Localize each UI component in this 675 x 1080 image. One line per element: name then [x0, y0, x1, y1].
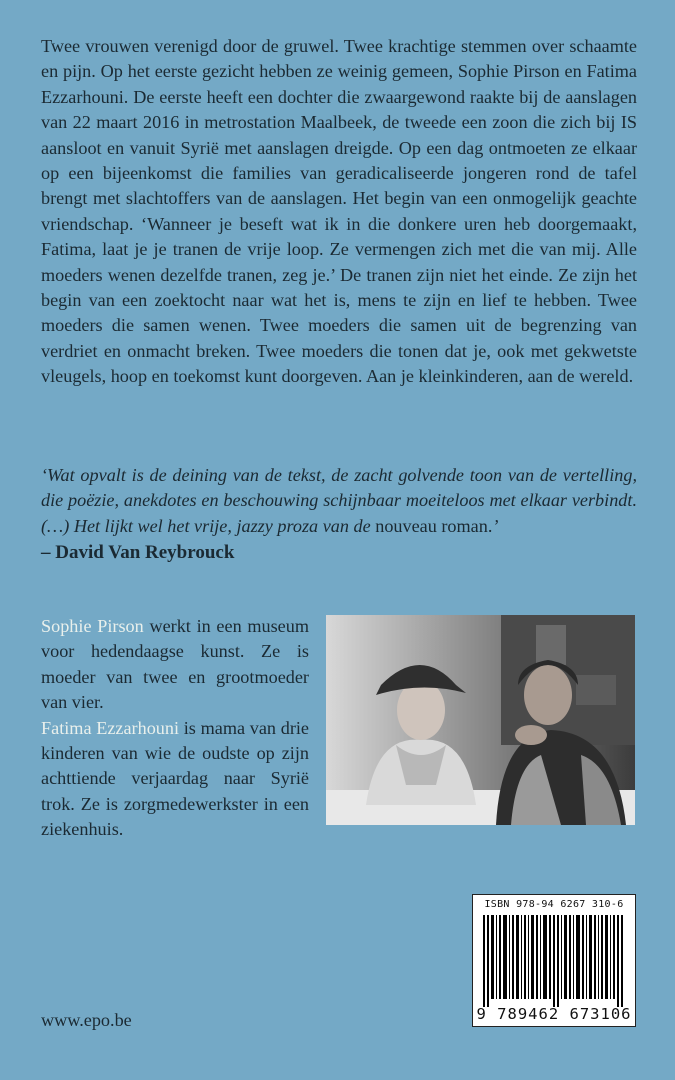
- quote-author: – David Van Reybrouck: [41, 542, 235, 564]
- isbn-digits: 9 789462 673106: [476, 1005, 632, 1023]
- review-quote: [41, 463, 637, 566]
- bio-text-sophie: werkt in een museum voor hedendaagse kunst. Ze is moeder van twee en grootmoeder van vier.: [41, 616, 309, 713]
- bio-text-fatima: is mama van drie kinderen van wie de oudste op zijn achttiende verjaardag naar Syrië trok. Ze is zorgmedewerkster in een ziekenhuis.: [41, 717, 310, 840]
- barcode-bars: [481, 915, 629, 1007]
- author-bios: [41, 614, 309, 843]
- publisher-website: www.epo.be: [41, 1010, 132, 1030]
- author-name-sophie: Sophie Pirson: [41, 616, 144, 636]
- blurb-text: Twee vrouwen verenigd door de gruwel. Twee krachtige stemmen over schaamte en pijn. Op het eerste gezicht hebben ze weinig gemeen, Sophie Pirson en Fatima Ezzarhouni. De eerste heeft een dochter die zwaargewond raakte bij de aanslagen van 22 maart 2016 in metrostation Maalbeek, de tweede een zoon die zich bij IS aansloot en vanuit Syrië met aanslagen dreigde. Op een dag ontmoeten ze elkaar op een bijeenkomst die families van geradicaliseerde jongeren rond de tafel brengt met slachtoffers van de aanslagen. Het begin van een onmogelijk geachte vriendschap. ‘Wanneer je beseft wat ik in die donkere uren heb doorgemaakt, Fatima, laat je je tranen de vrije loop. Ze vermengen zich met die van mij. Alle moeders wenen dezelfde tranen, zeg je.’ De tranen zijn niet het einde. Ze zijn het begin van een zoektocht naar wat het is, mens te zijn en lief te hebben. Twee moeders die samen wenen. Twee moeders die samen uit de begrenzing van verdriet en onmacht breken. Twee moeders die tonen dat je, ook met gekwetste vleugels, hoop en toekomst kunt doorgeven. Aan je kleinkinderen, aan de wereld.: [41, 36, 637, 387]
- quote-italic-text: ‘Wat opvalt is de deining van de tekst, de zacht golvende toon van de vertelling, die poëzie, anekdotes en beschouwing schijnbaar moeiteloos met elkaar verbindt. (…) Het lijkt wel het vrije, jazzy proza van de: [41, 465, 637, 536]
- isbn-barcode: [472, 894, 636, 1027]
- authors-photo: [326, 615, 635, 825]
- quote-roman-text: nouveau roman.: [375, 515, 493, 536]
- author-name-fatima: Fatima Ezzarhouni: [41, 717, 180, 738]
- quote-closing-mark: ’: [492, 515, 499, 536]
- isbn-label: ISBN 978-94 6267 310-6: [484, 899, 624, 910]
